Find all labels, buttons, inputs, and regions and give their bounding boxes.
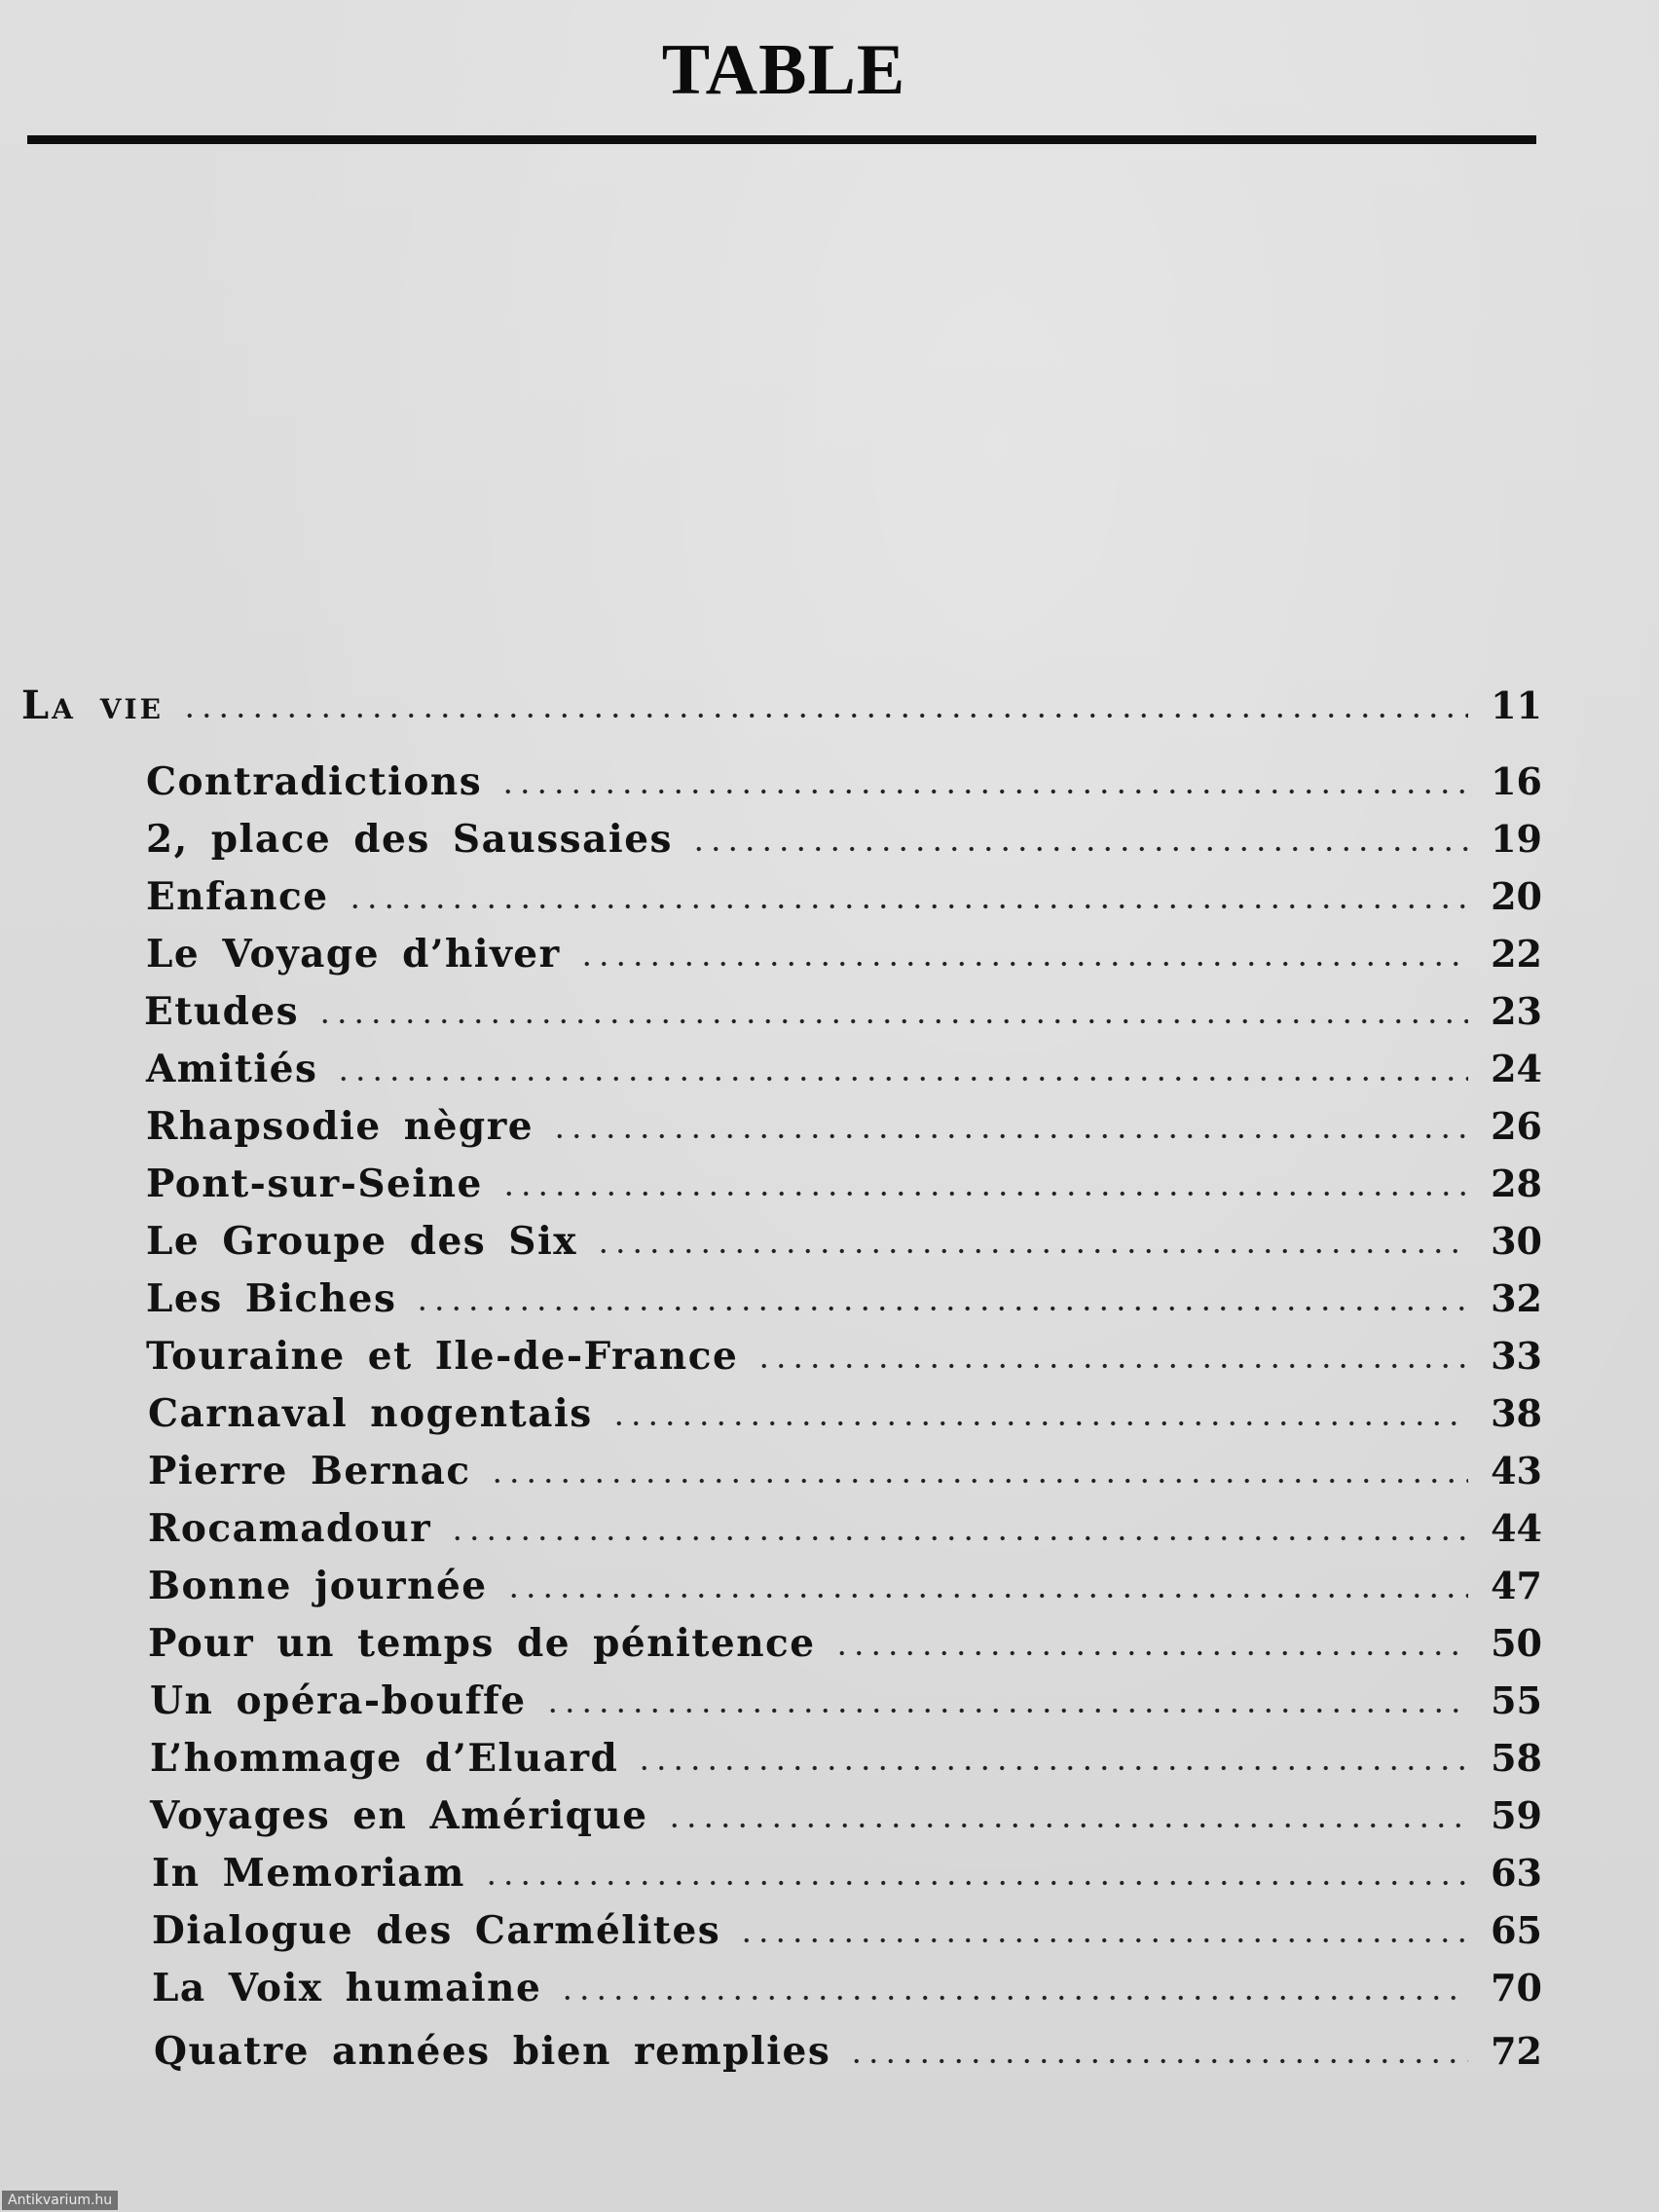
toc-entry	[146, 1160, 1542, 1208]
toc-entry-page: 72	[1491, 2029, 1542, 2073]
toc-entry-label: 2, place des Saussaies	[146, 817, 673, 862]
watermark: Antikvarium.hu	[2, 2191, 118, 2210]
toc-entry	[148, 1389, 1542, 1438]
dot-leader	[756, 1363, 1468, 1369]
dot-leader	[316, 1018, 1468, 1024]
toc-entry	[146, 872, 1542, 921]
toc-entry	[154, 2027, 1542, 2076]
toc-entry-label: L’hommage d’Eluard	[150, 1736, 619, 1781]
toc-entry-label: Contradictions	[146, 759, 483, 804]
toc-section-label: La vie	[21, 682, 164, 728]
toc-entry	[150, 1734, 1542, 1783]
toc-entry-label: Pierre Bernac	[148, 1449, 471, 1493]
toc-entry-label: Amitiés	[146, 1047, 318, 1091]
dot-leader	[690, 846, 1468, 852]
toc-entry-label: Le Voyage d’hiver	[146, 932, 561, 977]
dot-leader	[833, 1650, 1468, 1656]
dot-leader	[500, 1191, 1468, 1197]
toc-entry-label: Bonne journée	[148, 1564, 488, 1608]
toc-entry-page: 30	[1491, 1219, 1542, 1263]
toc-entry	[152, 1964, 1542, 2012]
toc-entry	[150, 1677, 1542, 1725]
toc-entry	[146, 815, 1542, 864]
page-title: TABLE	[661, 30, 906, 110]
toc-entry-page: 44	[1491, 1506, 1542, 1550]
toc-entry	[146, 1274, 1542, 1323]
toc-entry-page: 23	[1491, 989, 1542, 1033]
toc-entry	[148, 1447, 1542, 1495]
toc-section-page: 11	[1491, 683, 1542, 727]
toc-entry-page: 32	[1491, 1276, 1542, 1320]
toc-entry-page: 58	[1491, 1736, 1542, 1780]
dot-leader	[181, 713, 1468, 719]
toc-entry-page: 22	[1491, 932, 1542, 976]
toc-entry-page: 55	[1491, 1678, 1542, 1722]
toc-entry	[148, 1504, 1542, 1553]
toc-entry-page: 26	[1491, 1104, 1542, 1148]
dot-leader	[666, 1823, 1468, 1828]
toc-entry-page: 43	[1491, 1449, 1542, 1493]
dot-leader	[551, 1133, 1468, 1139]
toc-entry-page: 19	[1491, 817, 1542, 861]
toc-entry-page: 24	[1491, 1047, 1542, 1090]
toc-entry-label: Quatre années bien remplies	[154, 2029, 831, 2074]
toc-entry-page: 20	[1491, 874, 1542, 918]
toc-entry-label: Rocamadour	[148, 1506, 432, 1551]
toc-entry-label: Etudes	[144, 989, 300, 1034]
toc-entry-label: Un opéra-bouffe	[150, 1678, 527, 1723]
dot-leader	[347, 903, 1468, 909]
toc-entry	[146, 1217, 1542, 1266]
toc-entry-page: 59	[1491, 1793, 1542, 1837]
dot-leader	[595, 1248, 1468, 1254]
toc-entry	[148, 1562, 1542, 1610]
toc-entry	[146, 1102, 1542, 1151]
dot-leader	[636, 1765, 1468, 1771]
toc-entry-label: Pont-sur-Seine	[146, 1161, 483, 1206]
toc-entry-page: 47	[1491, 1564, 1542, 1607]
toc-entry-label: Touraine et Ile-de-France	[146, 1334, 739, 1379]
toc-entry-label: Le Groupe des Six	[146, 1219, 578, 1264]
dot-leader	[610, 1420, 1468, 1426]
toc-entry-label: Rhapsodie nègre	[146, 1104, 535, 1149]
dot-leader	[578, 961, 1468, 967]
toc-entry-label: Enfance	[146, 874, 329, 919]
toc-entry-label: Voyages en Amérique	[150, 1793, 648, 1838]
toc-section	[21, 682, 1542, 730]
toc-entry-label: La Voix humaine	[152, 1966, 542, 2010]
toc-entry	[146, 1332, 1542, 1381]
dot-leader	[559, 1995, 1468, 2001]
toc-entry	[146, 757, 1542, 806]
toc-entry-label: Dialogue des Carmélites	[152, 1908, 721, 1953]
toc-entry-page: 70	[1491, 1966, 1542, 2009]
toc-entry	[144, 987, 1542, 1036]
toc-entry	[152, 1849, 1542, 1898]
toc-entry	[150, 1791, 1542, 1840]
toc-entry-label: Pour un temps de pénitence	[148, 1621, 816, 1666]
toc-entry	[148, 1619, 1542, 1668]
toc-entry-label: Carnaval nogentais	[148, 1391, 593, 1436]
dot-leader	[414, 1306, 1468, 1311]
toc-entry	[146, 1045, 1542, 1093]
toc-entry-label: In Memoriam	[152, 1851, 465, 1896]
dot-leader	[544, 1708, 1468, 1714]
toc-entry-page: 33	[1491, 1334, 1542, 1378]
dot-leader	[738, 1937, 1468, 1943]
toc-entry	[152, 1906, 1542, 1955]
dot-leader	[499, 789, 1468, 794]
dot-leader	[483, 1880, 1468, 1886]
dot-leader	[449, 1535, 1468, 1541]
dot-leader	[335, 1076, 1468, 1082]
toc-entry-page: 63	[1491, 1851, 1542, 1895]
toc-entry-page: 65	[1491, 1908, 1542, 1952]
toc-entry-label: Les Biches	[146, 1276, 397, 1321]
toc-entry	[146, 930, 1542, 978]
dot-leader	[505, 1593, 1468, 1599]
toc-entry-page: 28	[1491, 1161, 1542, 1205]
dot-leader	[489, 1478, 1468, 1484]
toc-entry-page: 38	[1491, 1391, 1542, 1435]
toc-entry-page: 16	[1491, 759, 1542, 803]
dot-leader	[848, 2058, 1468, 2064]
toc-entry-page: 50	[1491, 1621, 1542, 1665]
